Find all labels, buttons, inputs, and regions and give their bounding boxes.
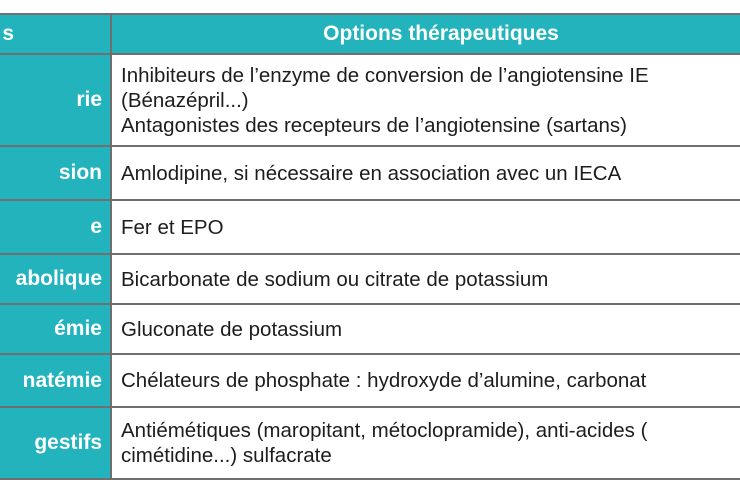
treatment-cell [111,354,740,407]
treatment-line: Gluconate de potassium [121,317,343,341]
treatment-cell [111,407,740,479]
condition-cell: rie [0,54,111,146]
treatment-line: Amlodipine, si nécessaire en association avec un IECA [121,161,622,185]
treatment-line: Bicarbonate de sodium ou citrate de potassium [121,267,549,291]
treatment-line: Chélateurs de phosphate : hydroxyde d’alumine, carbonat [121,369,647,392]
condition-cell: abolique [0,254,111,304]
table-header-row [0,14,740,54]
condition-cell: natémie [0,354,111,407]
table-row [0,354,740,407]
treatment-line: Fer et EPO [121,215,224,239]
table-row [0,254,740,304]
treatment-cell [111,304,740,354]
treatment-cell [111,146,740,200]
treatment-line: Inhibiteurs de l’enzyme de conversion de l’angiotensine IE [121,63,649,87]
condition-cell: sion [0,146,111,200]
table-row [0,146,740,200]
treatment-cell [111,200,740,254]
treatment-line: (Bénazépril...) [121,88,249,112]
condition-cell: émie [0,304,111,354]
condition-cell: e [0,200,111,254]
header-options: Options thérapeutiques [111,14,740,54]
treatment-cell [111,254,740,304]
header-condition: s [0,14,111,54]
condition-cell: gestifs [0,407,111,479]
table-row [0,200,740,254]
treatment-line: Antiémétiques (maropitant, métoclopramide), anti-acides ( [121,419,648,442]
table-row [0,304,740,354]
treatment-line: Antagonistes des recepteurs de l’angiotensine (sartans) [121,113,627,137]
table-row [0,407,740,479]
therapy-table-container [0,13,740,480]
treatment-cell [111,54,740,146]
treatment-line: cimétidine...) sulfacrate [121,444,332,467]
table-row [0,54,740,146]
therapy-table [0,13,740,480]
